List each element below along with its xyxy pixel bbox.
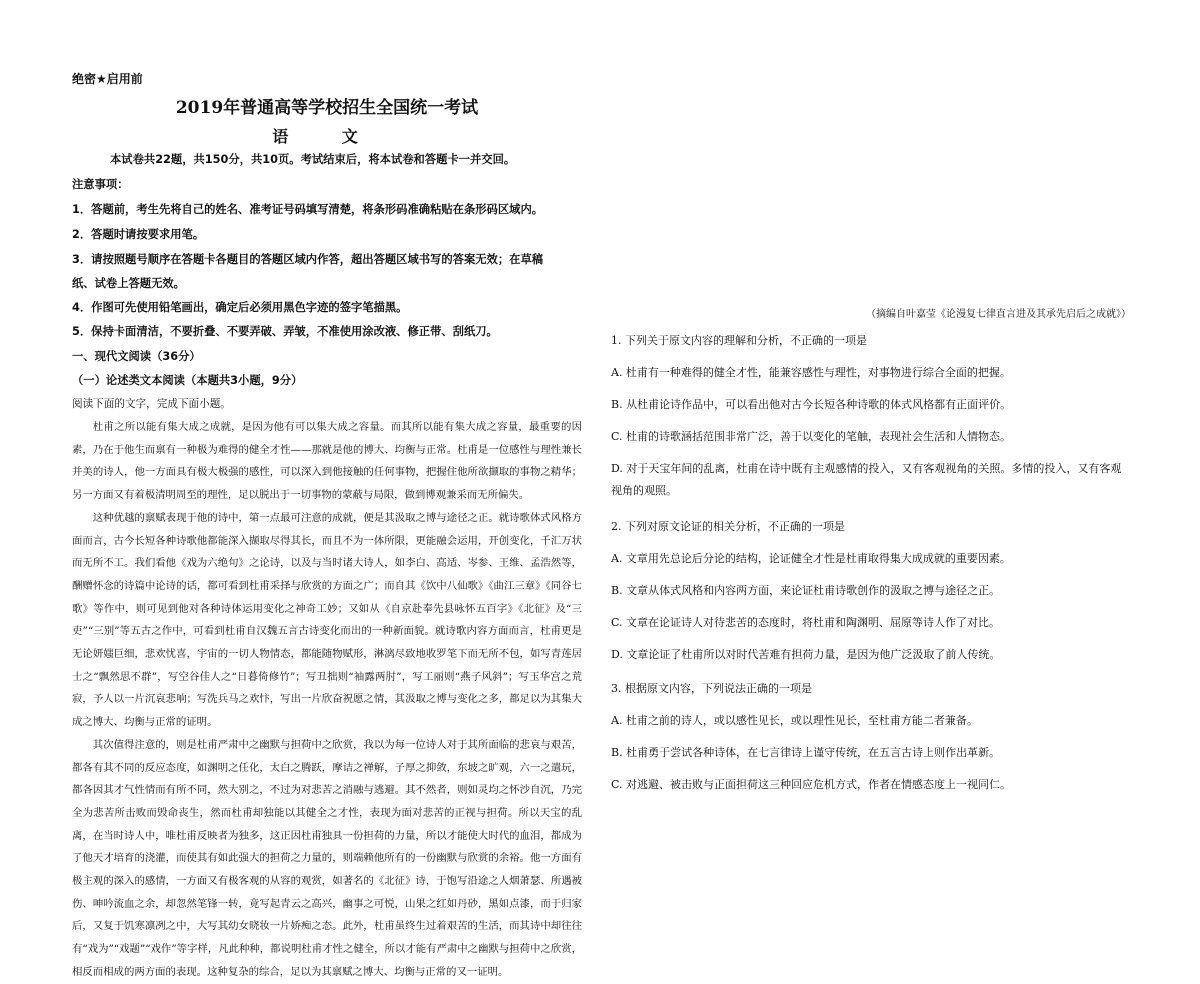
article-paragraph: 杜甫之所以能有集大成之成就，是因为他有可以集大成之容量。而其所以能有集大成之容量，最重要的因素，乃在于他生而禀有一种极为难得的健全才性——那就是他的博大、均衡与正常。杜甫是一位感性与理性兼长并美的诗人，他一方面具有极大极强的感性，可以深入到他接触的任何事物，把握住他所欲撷取的事物之精华；另一方面又有着极清明周至的理性，足以脱出于一切事物的蒙蔽与局限，做到博观兼采而无所偏失。 — [72, 421, 582, 502]
notice-item: 2．答题时请按要求用笔。 — [72, 228, 205, 241]
question-stem: 3. 根据原文内容，下列说法正确的一项是 — [611, 682, 812, 695]
option-a: A. 杜甫有一种难得的健全才性，能兼容感性与理性，对事物进行综合全面的把握。 — [611, 366, 1011, 379]
exam-title: 2019年普通高等学校招生全国统一考试 — [175, 98, 479, 118]
article-part-1 — [72, 416, 582, 978]
article-part-2 — [611, 62, 1131, 292]
option-c: C. 杜甫的诗歌涵括范围非常广泛，善于以变化的笔触，表现社会生活和人情物态。 — [611, 430, 1012, 443]
option-a: A. 文章用先总论后分论的结构，论证健全才性是杜甫取得集大成成就的重要因素。 — [611, 552, 1011, 565]
option-b: B. 从杜甫论诗作品中，可以看出他对古今长短各种诗歌的体式风格都有正面评价。 — [611, 398, 1012, 411]
article-paragraph: 其次值得注意的，则是杜甫严肃中之幽默与担荷中之欣赏，我以为每一位诗人对于其所面临的悲哀与艰苦，都各有其不同的反应态度，如渊明之任化，太白之腾跃，摩诘之禅解，子厚之抑敛，东坡之旷观，六一之遣玩，都各因其才气性情而有所不同，然大别之，不过为对悲苦之消融与逃避。其不然者，则如灵均之怀沙自沉，乃完全为悲苦所击败而毁命丧生，然而杜甫却独能以其健全之才性，表现为面对悲苦的正视与担荷。所以天宝的乱离，在当时诗人中，唯杜甫反映者为独多，这正因杜甫独具一份担荷的力量，所以才能使大时代的血泪，都成为了他天才培育的浇灌，而使其有如此强大的担荷之力量的，则端赖他所有的一份幽默与欣赏的余裕。他一方面有极主观的深入的感情，一方面又有极客观的从容的观赏，如著名的《北征》诗，于饱写沿途之人烟萧瑟、所遇被伤、呻吟流血之余，却忽然笔锋一转，竟写起青云之高兴，幽事之可悦，山果之红如丹砂，黑如点漆，而于归家后，又复于饥寒凛冽之中，大写其幼女晓妆一片娇痴之态。此外，杜甫虽终生过着艰苦的生活，而其诗中却往往有“戏为”“戏题”“戏作”等字样，凡此种种，都说明杜甫才性之健全，所以才能有严肃中之幽默与担荷中之欣赏，相反而相成的两方面的表现。这种复杂的综合，足以为其禀赋之博大、均衡与正常的又一证明。 — [72, 738, 582, 978]
option-d: D. 对于天宝年间的乱离，杜甫在诗中既有主观感情的投入，又有客观视角的关照。多情的投入，又有客观视角的观照。 — [611, 462, 1122, 497]
notices-heading: 注意事项： — [72, 178, 129, 191]
section-subheading: （一）论述类文本阅读（本题共3小题，9分） — [72, 374, 303, 387]
option-c: C. 对逃避、被击败与正面担荷这三种回应危机方式，作者在情感态度上一视同仁。 — [611, 778, 1012, 791]
article-source: （摘编自叶嘉莹《论漫复七律直言进及其承先启后之成就》） — [866, 309, 1131, 320]
option-c: C. 文章在论证诗人对待悲苦的态度时，将杜甫和陶渊明、屈原等诗人作了对比。 — [611, 616, 1001, 629]
exam-intro: 本试卷共22题，共150分，共10页。考试结束后，将本试卷和答题卡一并交回。 — [110, 153, 516, 166]
question-2 — [611, 516, 1131, 666]
notice-item: 4．作图可先使用铅笔画出，确定后必须用黑色字迹的签字笔描黑。 — [72, 301, 408, 314]
section-heading: 一、现代文阅读（36分） — [72, 350, 201, 363]
option-b: B. 杜甫勇于尝试各种诗体，在七言律诗上谨守传统，在五言古诗上则作出革新。 — [611, 746, 1001, 759]
option-b: B. 文章从体式风格和内容两方面，来论证杜甫诗歌创作的汲取之博与途径之正。 — [611, 584, 1001, 597]
question-stem: 1. 下列关于原文内容的理解和分析，不正确的一项是 — [611, 334, 867, 347]
confidential-label: 绝密★启用前 — [72, 72, 143, 86]
question-stem: 2. 下列对原文论证的相关分析，不正确的一项是 — [611, 520, 845, 533]
notice-item: 1．答题前，考生先将自己的姓名、准考证号码填写清楚，将条形码准确粘贴在条形码区域内。 — [72, 203, 544, 216]
notice-item: 5．保持卡面清洁，不要折叠、不要弄破、弄皱，不准使用涂改液、修正带、刮纸刀。 — [72, 325, 498, 338]
question-3 — [611, 678, 1131, 796]
notice-item: 纸、试卷上答题无效。 — [72, 277, 185, 290]
article-paragraph: 这种优越的禀赋表现于他的诗中，第一点最可注意的成就，便是其汲取之博与途径之正。就诗歌体式风格方面而言，古今长短各种诗歌他都能深入撷取尽得其长，而且不为一体所限，更能融会运用，开创变化，千汇万状而无所不工。我们看他《戏为六绝句》之论诗，以及与当时诸大诗人，如李白、高适、岑参、王维、孟浩然等，酬赠怀念的诗篇中论诗的话，都可看到杜甫采择与欣赏的方面之广；而自其《饮中八仙歌》《曲江三章》《同谷七歌》等作中，则可见到他对各种诗体运用变化之神奇工妙；又如从《自京赴奉先县咏怀五百字》《北征》及“三吏”“三别”等五古之作中，可看到杜甫自汉魏五言古诗变化而出的一种新面貌。就诗歌内容方面而言，杜甫更是无论妍媸巨细，悲欢忧喜，宇宙的一切人物情态，都能随物赋形，淋漓尽致地收罗笔下而无所不包，如写青莲居士之“飘然思不群”，写空谷佳人之“日暮倚修竹”；写丑拙则“袖露两肘”，写工丽则“燕子风斜”；写玉华宫之荒寂，予人以一片沉哀悲响；写洗兵马之欢忭，写出一片欣奋祝愿之情，其汲取之博与变化之多，都足以为其集大成之博大、均衡与正常的证明。 — [72, 511, 582, 729]
notice-item: 3．请按照题号顺序在答题卡各题目的答题区域内作答，超出答题区域书写的答案无效；在草稿 — [72, 253, 544, 266]
question-1 — [611, 330, 1131, 502]
option-d: D. 文章论证了杜甫所以对时代苦难有担荷力量，是因为他广泛汲取了前人传统。 — [611, 648, 1001, 661]
option-a: A. 杜甫之前的诗人，或以感性见长，或以理性见长，至杜甫方能二者兼备。 — [611, 714, 978, 727]
reading-instruction: 阅读下面的文字，完成下面小题。 — [72, 398, 231, 410]
subject-title: 语 文 — [272, 127, 382, 146]
